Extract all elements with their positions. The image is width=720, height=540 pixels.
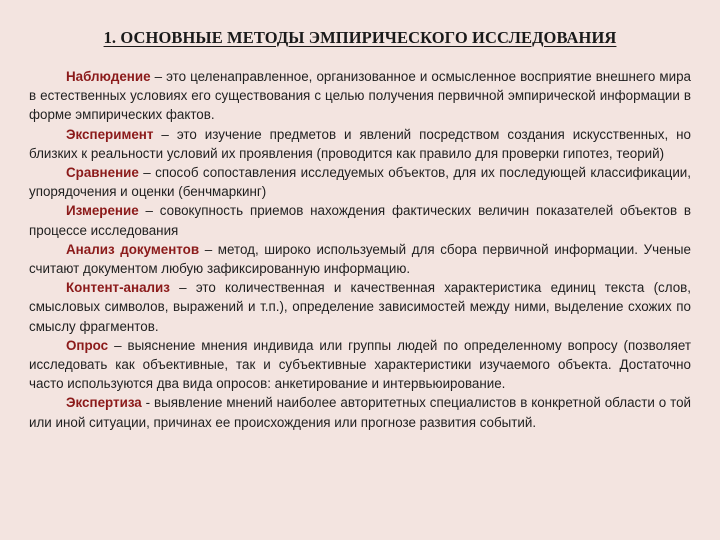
methods-list	[29, 67, 691, 432]
page-title	[0, 28, 720, 48]
method-term: Опрос	[66, 337, 109, 353]
method-entry-survey	[29, 336, 691, 394]
method-term: Эксперимент	[66, 126, 154, 142]
method-term: Контент-анализ	[66, 280, 170, 296]
method-term: Наблюдение	[66, 69, 151, 84]
method-entry-experiment	[29, 125, 691, 163]
method-definition: – это изучение предметов и явлений посредством создания искусственных, но близких к реальности условий их проявления (проводится как правило для проверки гипотез, теорий)	[29, 126, 691, 161]
page-title-text: 1. ОСНОВНЫЕ МЕТОДЫ ЭМПИРИЧЕСКОГО ИССЛЕДОВАНИЯ	[103, 28, 617, 47]
method-term: Измерение	[66, 203, 139, 219]
method-definition: - выявление мнений наиболее авторитетных специалистов в конкретной области о той или иной ситуации, причинах ее происхождения или прогнозе развития событий.	[29, 395, 691, 430]
method-definition: – совокупность приемов нахождения фактических величин показателей объектов в процессе исследования	[29, 203, 691, 238]
method-term: Экспертиза	[66, 395, 142, 411]
method-entry-document-analysis	[29, 240, 691, 278]
method-term: Анализ документов	[66, 241, 200, 257]
method-term: Сравнение	[66, 165, 139, 181]
method-definition: – метод, широко используемый для сбора первичной информации. Ученые считают документом любую зафиксированную информацию.	[29, 241, 691, 277]
method-entry-content-analysis	[29, 278, 691, 336]
method-entry-expertise	[29, 393, 691, 431]
method-definition: – способ сопоставления исследуемых объектов, для их последующей классификации, упорядочения и оценки (бенчмаркинг)	[29, 165, 691, 200]
method-entry-comparison	[29, 163, 691, 201]
method-entry-observation	[29, 67, 691, 125]
method-definition: – это количественная и качественная характеристика единиц текста (слов, смысловых символов, выражений и т.п.), определение зависимостей между ними, выделение схожих по смыслу фрагментов.	[29, 280, 691, 334]
method-definition: – это целенаправленное, организованное и осмысленное восприятие внешнего мира в естественных условиях его существования с целью получения первичной эмпирической информации в форме эмпирических фактов.	[29, 69, 691, 123]
method-entry-measurement	[29, 201, 691, 239]
method-definition: – выяснение мнения индивида или группы людей по определенному вопросу (позволяет исследовать как объективные, так и субъективные характеристики изучаемого объекта. Достаточно часто используются два вида опросов: анкетирование и интервьюирование.	[29, 337, 691, 392]
